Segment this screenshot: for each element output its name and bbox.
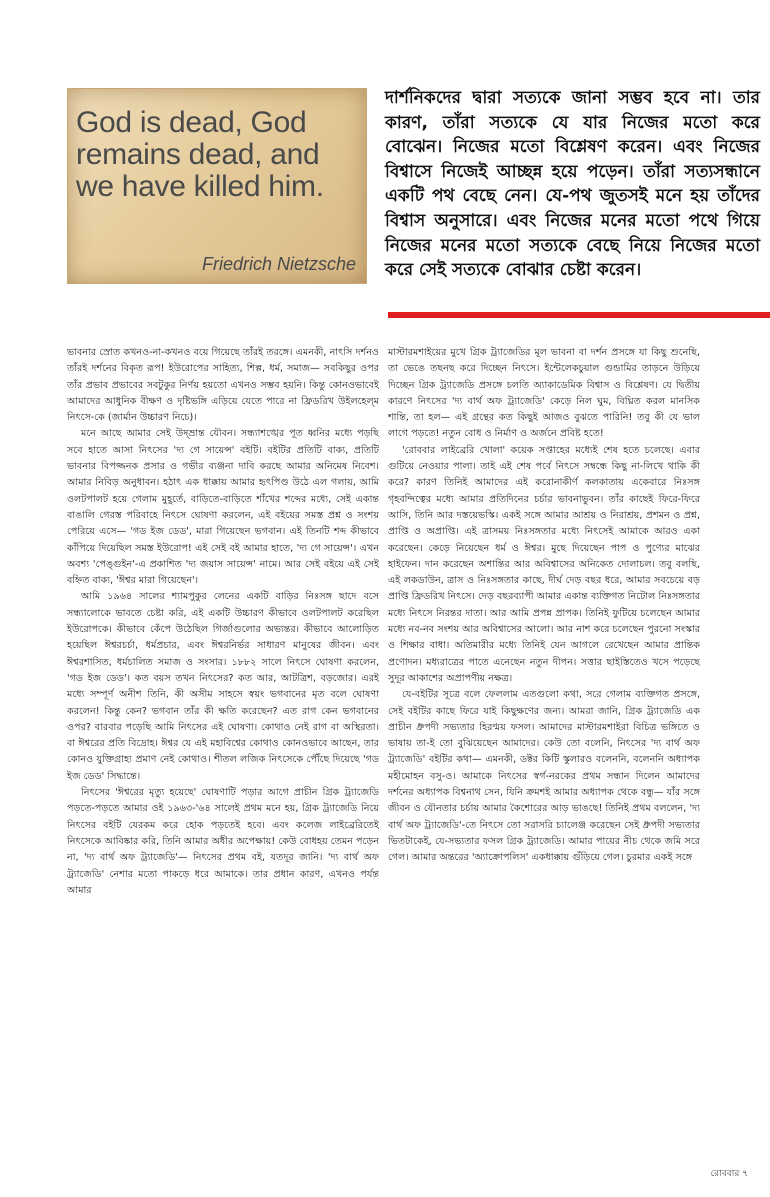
page-footer: রোববার ৭: [710, 1169, 748, 1179]
left-column: [67, 345, 379, 899]
body-paragraph: 'রোববার লাইব্রেরি খোলা' কয়েক সপ্তাহের মধ্যেই শেষ হতে চলেছে। এবার গুটিয়ে নেওয়ার পালা। তাই এই শেষ পর্বে নিৎসে সম্বন্ধে কিছু না-লিখে থাকি কী করে? কারণ তিনিই আমাদের এই করোনাকীর্ণ কলকাতায় একেবারে নিঃসঙ্গ গৃহবন্দিত্বের মধ্যে আমার প্রতিদিনের চর্চার ভাবনাভুবন। তাঁর কাছেই ফিরে-ফিরে আসি, তিনি আর দস্তয়েভস্কি। একই সঙ্গে আমার আশ্রয় ও নিরাশ্রয়, প্রশমন ও প্রশ্ন, প্রাপ্তি ও অপ্রাপ্তি। এই ত্রাসময় নিঃসঙ্গতার মধ্যে নিৎসেই আমাকে আরও একা করেছেন। কেড়ে নিয়েছেন ধর্ম ও ঈশ্বর। মুছে দিয়েছেন পাপ ও পুণ্যের মাঝের হাইফেন। দান করেছেন অশান্তির আর অবিশ্বাসের অনিকেত দোলাচল। তবু বলছি, এই লকডাউন, ত্রাস ও নিঃসঙ্গতার কাছে, দীর্ঘ দেড় বছর ধরে, আমার সবচেয়ে বড় প্রাপ্তি ফ্রিডরিখ নিৎসে। দেড় বছরব্যাপী আমার একান্ত ব্যক্তিগত নিটোল নিঃসঙ্গতার মধ্যে নিৎসে নিরন্তর দাতা। আর আমি প্রপন্ন প্রাপক। তিনিই ফুটিয়ে চলেছেন আমার মধ্যে নব-নব সংশয় আর অবিশ্বাসের আলো। আর নাশ করে চলেছেন পুরনো সংস্কার ও শিক্ষার বাধা। অতিমারীর মধ্যে তিনিই যেন আগলে রেখেছেন আমার প্রান্তিক প্রণোদন। মধ্যরাত্রের পাতে এনেছেন নতুন দীপন। সত্তার ছাইস্তিতেও খসে পড়েছে সুদূর আকাশের অপ্রাপণীয় নক্ষত্র।: [388, 444, 700, 684]
lede-paragraph: দার্শনিকদের দ্বারা সত্যকে জানা সম্ভব হবে না। তার কারণ, তাঁরা সত্যকে যে যার নিজের মতো করে বোঝেন। নিজের মতো বিশ্লেষণ করেন। এবং নিজের বিশ্বাসে নিজেই আচ্ছন্ন হয়ে পড়েন। তাঁরা সত্যসন্ধানে একটি পথ বেছে নেন। যে-পথ জুতসই মনে হয় তাঁদের বিশ্বাস অনুসারে। এবং নিজের মনের মতো পথে গিয়ে নিজের মনের মতো সত্যকে বেছে নিয়ে নিজের মতো করে সেই সত্যকে বোঝার চেষ্টা করেন।: [385, 88, 760, 281]
body-paragraph: যে-বইটির সূত্রে বলে ফেললাম এতগুলো কথা, সরে গেলাম ব্যক্তিগত প্রসঙ্গে, সেই বইটির কাছে ফিরে যাই কিছুক্ষণের জন্য। আমরা জানি, গ্রিক ট্র্যাজেডি এক প্রাচীন ধ্রুপদী সভ্যতার হিরণ্ময় ফসল। আমাদের মাস্টারমশাইরা বিচিত্র ভঙ্গিতে ও ভাষায় তা-ই তো বুঝিয়েছেন আমাদের। কেউ তো বলেনি, নিৎসের 'দ্য বার্থ অফ ট্র্যাজেডি' বইটির কথা— এমনকী, ডক্টর কিটি স্কুলারও বলেননি, বলেননি অধ্যাপক মহীমোহন বসু-ও। আমাকে নিৎসের স্বর্গ-নরকের প্রথম সন্ধান দিলেন আমাদের দর্শনের অধ্যাপক বিশ্বনাথ সেন, যিনি ক্রমশই আমার অধ্যাপক থেকে বন্ধু— যাঁর সঙ্গে জীবন ও যৌনতার চর্চায় আমার কৈশোরের আড় ভাঙছে! তিনিই প্রথম বললেন, 'দ্য বার্থ অফ ট্র্যাজেডি'-তে নিৎসে তো সরাসরি চ্যালেঞ্জ করেছেন সেই ধ্রুপদী সভ্যতার ভিতটাকেই, যে-সভ্যতার ফসল গ্রিক ট্র্যাজেডি। আমার পায়ের নীচ থেকে জমি সরে গেল। আমার অন্তরের 'অ্যাক্রোপলিস' একধাক্কায় গুঁড়িয়ে গেল। চুরমার একই সঙ্গে: [388, 689, 700, 864]
body-paragraph: ভাবনার স্রোত কখনও-না-কখনও বয়ে গিয়েছে তাঁরই তরঙ্গে। এমনকী, নাৎসি দর্শনও তাঁরই দর্শনের বিকৃত রূপ! ইউরোপের সাহিত্য, শিল্প, ধর্ম, সমাজ— সবকিছুর ওপর তাঁর প্রভাব প্রভাবের সবটুকুর নির্ণয় হয়তো এখনও সম্ভব হয়নি। কিন্তু কোনওভাবেই আমাদের আধুনিক বীক্ষণ ও দৃষ্টিভঙ্গি এড়িয়ে যেতে পারে না ফ্রিডরিখ উইলহেল্‌ম নিৎসে-কে (জার্মান উচ্চারণ নিচে)।: [67, 347, 379, 424]
red-divider: [388, 312, 770, 318]
body-paragraph: আমি ১৯৬৪ সালের শ্যামপুকুর লেনের একটি বাড়ির নিঃসঙ্গ ছাদে বসে সন্ধ্যালোকে ভাবতে চেষ্টা করি, এই একটি উচ্চারণ কীভাবে ওলটপালট করেছিল ইউরোপকে। কীভাবে কেঁপে উঠেছিল গির্জাগুলোর অভ্যন্তর। কীভাবে আলোড়িত হয়েছিল ঈশ্বরচর্চা, ধর্মপ্রচার, এবং ঈশ্বরনির্ভর সাধারণ মানুষের জীবন। এবং ঈশ্বরশাসিত, ধর্মচালিত সমাজ ও সংসার। ১৮৮২ সালে নিৎসে ঘোষণা করলেন, 'গড ইজ ডেড'। কত বয়স তখন নিৎসের? কত আর, আটত্রিশ, বড়জোর। এরই মধ্যে সম্পূর্ণ অনীশ তিনি, কী অসীম সাহসে স্বয়ং ভগবানের মৃত বলে ঘোষণা করলেন! কিন্তু কেন? ভগবান তাঁর কী ক্ষতি করেছেন? এত রাগ কেন ভগবানের ওপর? বারবার পড়েছি আমি নিৎসের এই ঘোষণা। কোথাও নেই রাগ বা অস্থিরতা। বা ঈশ্বরের প্রতি বিদ্রোহ। ঈশ্বর যে এই মহাবিশ্বের কোথাও কোনওভাবে আছেন, তার কোনও যুক্তিগ্রাহ্য প্রমাণ নেই কোথাও। শীতল লজিক নিৎসেকে পৌঁছে দিয়েছে 'গড ইজ ডেড' সিদ্ধান্তে।: [67, 591, 379, 782]
body-paragraph: মাস্টারমশাইয়ের মুখে গ্রিক ট্র্যাজেডির মূল ভাবনা বা দর্শন প্রসঙ্গে যা কিছু শুনেছি, তা ভেঙে তছনছ করে দিচ্ছেন নিৎসে। ইন্টেলেকচুয়াল গুন্ডামির তাড়নে উড়িয়ে দিচ্ছেন গ্রিক ট্র্যাজেডি প্রসঙ্গে চলতি অ্যাকাডেমিক বিশ্বাস ও বিশ্লেষণ। যে দ্বিতীয় কারণে নিৎসের 'দ্য বার্থ অফ ট্র্যাজেডি' কেড়ে নিল ঘুম, বিঘ্নিত করল মানসিক শান্তি, তা হল— এই গ্রন্থের কত কিছুই আজও বুঝতে পারিনি! তবু কী যে ভাল লাগে পড়তে! নতুন বোধ ও নির্মাণ ও অর্জনে প্রবিষ্ট হতে!: [388, 347, 700, 440]
quote-image: [67, 88, 367, 284]
right-column: [388, 345, 700, 867]
quote-author: Friedrich Nietzsche: [201, 254, 356, 274]
body-paragraph: নিৎসের 'ঈশ্বরের মৃত্যু হয়েছে' ঘোষণাটি পড়ার আগে প্রাচীন গ্রিক ট্র্যাজেডি পড়তে-পড়তে আমার ওই ১৯৬৩-'৬৪ সালেই প্রথম মনে হয়, গ্রিক ট্র্যাজেডি নিয়ে নিৎসের বইটি যেরকম করে হোক পড়তেই হবে। এবং কলেজ লাইব্রেরিতেই নিৎসেকে আবিষ্কার করি, তিনি আমার অধীর অপেক্ষায়! কেউ বোধহয় তেমন পড়েন না, 'দ্য বার্থ অফ ট্র্যাজেডি'— নিৎসের প্রথম বই, যতদূর জানি। 'দ্য বার্থ অফ ট্র্যাজেডি' নেশার মতো পাকড়ে ধরে আমাকে। তার প্রধান কারণ, এখনও পর্যন্ত আমার: [67, 787, 379, 896]
body-paragraph: মনে আছে আমার সেই উদ্‌ভ্রান্ত যৌবন। সন্ধ্যাশঙ্খের পূত ধ্বনির মধ্যে পড়ছি সবে হাতে আসা নিৎসের 'দ্য গে সায়েন্স' বইটি। বইটির প্রতিটি বাক্য, প্রতিটি ভাবনার বিপজ্জনক প্রসার ও গভীর ব্যঞ্জনা দাবি করছে আমার অনিমেষ নিবেশ। আমার নিবিড় অনুধাবন। হঠাৎ এক ধাক্কায় আমার হৃৎপিণ্ড উঠে এল গলায়, আমি ওলটপালট হয়ে গেলাম মুহূর্তে, বাড়িতে-বাড়িতে শাঁখের শব্দের মধ্যে, সেই একান্ত বাঙালি গেরস্ত পরিবাহে নিৎসে ঘোষণা করলেন, এই বইয়ের সমস্ত প্রশ্ন ও সংশয় পেরিয়ে এসে— 'গড ইজ ডেড', মারা গিয়েছেন ভগবান। এই তিনটি শব্দ কীভাবে কাঁপিয়ে দিয়েছিল সমস্ত ইউরোপ! এই সেই বই আমার হাতে, 'দ্য গে সায়েন্স'। এখন অবশ্য 'পেঙ্গুইন'-এ প্রকাশিত 'দ্য জয়াস সায়েন্স' নামে। আর সেই বইয়ে এই সেই বহ্নিত বাক্য, 'ঈশ্বর মারা গিয়েছেন'।: [67, 428, 379, 587]
quote-text: God is dead, God remains dead, and we have killed him.: [76, 106, 324, 203]
